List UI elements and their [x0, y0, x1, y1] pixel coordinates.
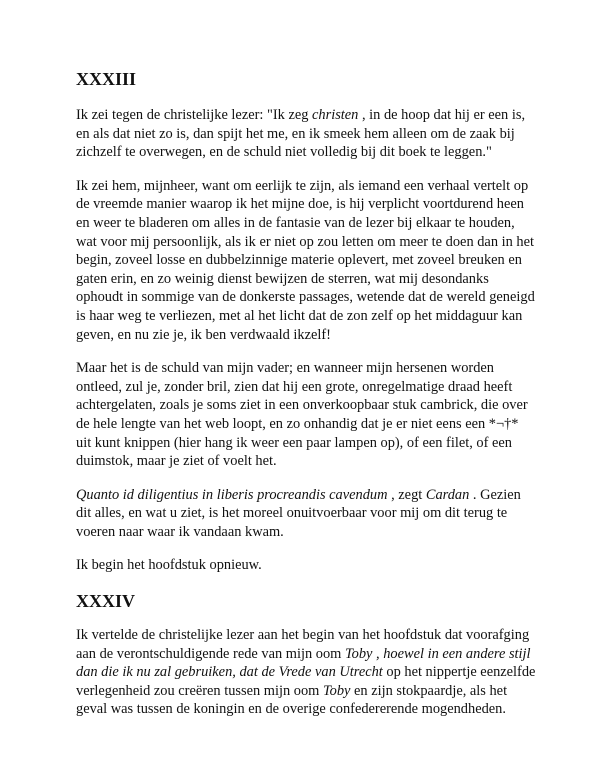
- paragraph: [76, 486, 536, 542]
- text-run: Ik vertelde de christelijke lezer aan het begin van het hoofdstuk dat voorafging aan de verontschuldigende rede van mijn oom: [76, 627, 530, 662]
- chapter-heading: XXXIII: [76, 69, 137, 89]
- paragraph: [76, 626, 536, 719]
- text-run: , zegt: [387, 486, 426, 503]
- paragraph: Ik zei hem, mijnheer, want om eerlijk te zijn, als iemand een verhaal vertelt op de vreemde manier waarop ik het mijne doe, is hij verplicht voortdurend heen en weer te bladeren om alles in de fantasie van de lezer bij elkaar te houden, wat voor mij persoonlijk, als ik er niet op zou letten om meer te doen dan in het begin, zoveel losse en dubbelzinnige materie oplevert, met zoveel breuken en gaten erin, en zo weinig dienst bewijzen de sterren, wat mij desondanks ophoudt in sommige van de donkerste passages, wetende dat de wereld geneigd is haar weg te verliezen, met al het licht dat de zon zelf op het middaguur kan geven, en nu zie je, ik ben verdwaald ikzelf!: [76, 177, 535, 343]
- italic-run: Cardan: [425, 486, 470, 503]
- text-run: Ik zei tegen de christelijke lezer: "Ik zeg: [76, 107, 313, 123]
- italic-run: Toby: [322, 682, 351, 699]
- text-run: en zijn stokpaardje, als het geval was tussen de koningin en de overige confedererende mogendheden.: [76, 682, 508, 718]
- text-run: op het nippertje eenzelfde verlegenheid zou creëren tussen mijn oom: [76, 664, 536, 699]
- document-page: [76, 68, 536, 734]
- italic-run: christen: [312, 107, 359, 123]
- paragraph: [76, 106, 536, 162]
- text-run: . Gezien dit alles, en wat u ziet, is het moreel onuitvoerbaar voor mij om dit terug te voeren naar waar ik vandaan kwam.: [76, 486, 521, 540]
- paragraph: Maar het is de schuld van mijn vader; en wanneer mijn hersenen worden ontleed, zul je, zonder bril, zien dat hij een grote, onregelmatige draad heeft achtergelaten, zoals je soms ziet in een onverkoopbaar stuk cambrick, die over de hele lengte van het web loopt, en zo onhandig dat je er niet eens een *¬†* uit kunt knippen (hier hang ik weer een paar lampen op), of een filet, of een duimstok, maar je ziet of voelt het.: [76, 360, 528, 470]
- chapter-heading: XXXIV: [76, 591, 136, 612]
- italic-run: Toby , hoewel in een andere stijl dan die ik nu zal gebruiken, dat de Vrede van Utrecht: [76, 645, 531, 681]
- italic-run: Quanto id diligentius in liberis procreandis cavendum: [76, 486, 388, 503]
- paragraph: Ik begin het hoofdstuk opnieuw.: [76, 557, 262, 574]
- text-run: , in de hoop dat hij er een is, en als dat niet zo is, dan spijt het me, en ik smeek hem alleen om de zaak bij zichzelf te overwegen, en de schuld niet volledig bij dit boek te leggen.": [76, 107, 526, 161]
